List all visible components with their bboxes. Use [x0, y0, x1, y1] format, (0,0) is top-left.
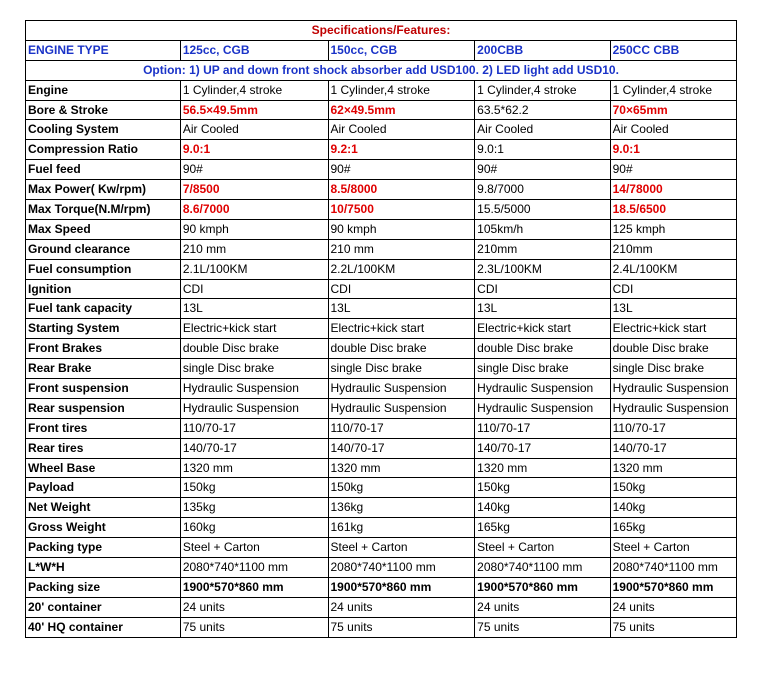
- spec-value: 8.6/7000: [180, 200, 328, 220]
- spec-label: 40' HQ container: [26, 617, 181, 637]
- spec-value: single Disc brake: [610, 359, 736, 379]
- spec-row: [26, 339, 737, 359]
- spec-value: 165kg: [475, 518, 610, 538]
- spec-value: Hydraulic Suspension: [610, 379, 736, 399]
- spec-value: Air Cooled: [328, 120, 475, 140]
- spec-value: double Disc brake: [475, 339, 610, 359]
- spec-label: Starting System: [26, 319, 181, 339]
- spec-value: 90 kmph: [180, 219, 328, 239]
- spec-value: 105km/h: [475, 219, 610, 239]
- spec-value: 13L: [610, 299, 736, 319]
- spec-label: Engine: [26, 80, 181, 100]
- spec-label: Net Weight: [26, 498, 181, 518]
- spec-value: Hydraulic Suspension: [328, 379, 475, 399]
- spec-value: 1900*570*860 mm: [610, 577, 736, 597]
- spec-row: [26, 478, 737, 498]
- spec-row: [26, 259, 737, 279]
- spec-value: 56.5×49.5mm: [180, 100, 328, 120]
- spec-row: [26, 458, 737, 478]
- spec-table: [25, 20, 737, 638]
- spec-value: CDI: [610, 279, 736, 299]
- spec-value: 75 units: [475, 617, 610, 637]
- spec-label: Ground clearance: [26, 239, 181, 259]
- spec-value: 210mm: [475, 239, 610, 259]
- spec-value: 136kg: [328, 498, 475, 518]
- spec-value: 1900*570*860 mm: [475, 577, 610, 597]
- spec-value: 13L: [475, 299, 610, 319]
- spec-label: 20' container: [26, 597, 181, 617]
- spec-row: [26, 359, 737, 379]
- spec-value: 24 units: [180, 597, 328, 617]
- spec-value: 75 units: [328, 617, 475, 637]
- spec-value: 8.5/8000: [328, 180, 475, 200]
- spec-row: [26, 398, 737, 418]
- spec-value: Steel + Carton: [180, 538, 328, 558]
- spec-value: 135kg: [180, 498, 328, 518]
- spec-row: [26, 617, 737, 637]
- spec-value: 24 units: [610, 597, 736, 617]
- spec-label: Ignition: [26, 279, 181, 299]
- spec-row: [26, 120, 737, 140]
- spec-value: double Disc brake: [328, 339, 475, 359]
- spec-value: 110/70-17: [180, 418, 328, 438]
- spec-value: 1900*570*860 mm: [180, 577, 328, 597]
- engine-type-label: ENGINE TYPE: [26, 40, 181, 60]
- model-150cc: 150cc, CGB: [328, 40, 475, 60]
- spec-label: Max Speed: [26, 219, 181, 239]
- spec-value: Electric+kick start: [180, 319, 328, 339]
- spec-value: 2080*740*1100 mm: [610, 558, 736, 578]
- spec-row: [26, 279, 737, 299]
- spec-value: Electric+kick start: [328, 319, 475, 339]
- spec-value: CDI: [328, 279, 475, 299]
- spec-value: 1 Cylinder,4 stroke: [180, 80, 328, 100]
- spec-label: Gross Weight: [26, 518, 181, 538]
- spec-value: 63.5*62.2: [475, 100, 610, 120]
- spec-row: [26, 219, 737, 239]
- spec-value: Air Cooled: [475, 120, 610, 140]
- spec-value: Hydraulic Suspension: [610, 398, 736, 418]
- spec-value: CDI: [475, 279, 610, 299]
- spec-value: 1 Cylinder,4 stroke: [328, 80, 475, 100]
- spec-label: Packing type: [26, 538, 181, 558]
- spec-value: CDI: [180, 279, 328, 299]
- spec-value: 150kg: [610, 478, 736, 498]
- spec-value: 210mm: [610, 239, 736, 259]
- spec-value: 150kg: [475, 478, 610, 498]
- spec-value: 1 Cylinder,4 stroke: [475, 80, 610, 100]
- spec-value: Steel + Carton: [328, 538, 475, 558]
- spec-row: [26, 498, 737, 518]
- spec-label: L*W*H: [26, 558, 181, 578]
- title-row: [26, 21, 737, 41]
- spec-row: [26, 319, 737, 339]
- spec-label: Front suspension: [26, 379, 181, 399]
- spec-label: Rear Brake: [26, 359, 181, 379]
- spec-value: Air Cooled: [180, 120, 328, 140]
- spec-value: 24 units: [328, 597, 475, 617]
- spec-row: [26, 577, 737, 597]
- spec-value: 210 mm: [328, 239, 475, 259]
- spec-value: 140kg: [610, 498, 736, 518]
- spec-value: 13L: [328, 299, 475, 319]
- spec-label: Packing size: [26, 577, 181, 597]
- spec-value: Hydraulic Suspension: [475, 398, 610, 418]
- spec-row: [26, 180, 737, 200]
- spec-row: [26, 418, 737, 438]
- spec-value: 2.1L/100KM: [180, 259, 328, 279]
- spec-value: 18.5/6500: [610, 200, 736, 220]
- spec-value: double Disc brake: [610, 339, 736, 359]
- table-title: Specifications/Features:: [26, 21, 737, 41]
- spec-value: 9.0:1: [475, 140, 610, 160]
- spec-row: [26, 80, 737, 100]
- spec-value: 1 Cylinder,4 stroke: [610, 80, 736, 100]
- spec-value: 161kg: [328, 518, 475, 538]
- spec-value: 24 units: [475, 597, 610, 617]
- spec-value: 1320 mm: [180, 458, 328, 478]
- spec-value: single Disc brake: [180, 359, 328, 379]
- spec-label: Rear suspension: [26, 398, 181, 418]
- model-250cc: 250CC CBB: [610, 40, 736, 60]
- spec-value: 90 kmph: [328, 219, 475, 239]
- option-note: Option: 1) UP and down front shock absorber add USD100. 2) LED light add USD10.: [26, 60, 737, 80]
- spec-label: Max Torque(N.M/rpm): [26, 200, 181, 220]
- spec-row: [26, 438, 737, 458]
- spec-value: 2.4L/100KM: [610, 259, 736, 279]
- spec-value: 1320 mm: [610, 458, 736, 478]
- spec-value: Hydraulic Suspension: [475, 379, 610, 399]
- option-row: [26, 60, 737, 80]
- spec-value: 2.3L/100KM: [475, 259, 610, 279]
- spec-value: 2.2L/100KM: [328, 259, 475, 279]
- spec-value: 15.5/5000: [475, 200, 610, 220]
- spec-row: [26, 239, 737, 259]
- spec-value: Hydraulic Suspension: [180, 379, 328, 399]
- spec-value: 160kg: [180, 518, 328, 538]
- spec-value: 90#: [475, 160, 610, 180]
- spec-value: Hydraulic Suspension: [328, 398, 475, 418]
- spec-row: [26, 200, 737, 220]
- spec-row: [26, 558, 737, 578]
- spec-value: 10/7500: [328, 200, 475, 220]
- spec-value: 110/70-17: [610, 418, 736, 438]
- spec-value: 2080*740*1100 mm: [180, 558, 328, 578]
- spec-label: Bore & Stroke: [26, 100, 181, 120]
- spec-value: 9.2:1: [328, 140, 475, 160]
- spec-label: Payload: [26, 478, 181, 498]
- spec-row: [26, 518, 737, 538]
- spec-value: 150kg: [180, 478, 328, 498]
- spec-label: Fuel consumption: [26, 259, 181, 279]
- spec-value: 75 units: [610, 617, 736, 637]
- spec-value: double Disc brake: [180, 339, 328, 359]
- spec-label: Fuel feed: [26, 160, 181, 180]
- spec-row: [26, 160, 737, 180]
- spec-value: Hydraulic Suspension: [180, 398, 328, 418]
- spec-value: 110/70-17: [475, 418, 610, 438]
- spec-value: 140kg: [475, 498, 610, 518]
- spec-value: Electric+kick start: [475, 319, 610, 339]
- spec-value: single Disc brake: [475, 359, 610, 379]
- spec-value: 2080*740*1100 mm: [475, 558, 610, 578]
- spec-label: Front Brakes: [26, 339, 181, 359]
- spec-value: Air Cooled: [610, 120, 736, 140]
- spec-row: [26, 538, 737, 558]
- spec-value: 7/8500: [180, 180, 328, 200]
- spec-value: 90#: [180, 160, 328, 180]
- engine-type-row: [26, 40, 737, 60]
- spec-value: 140/70-17: [180, 438, 328, 458]
- spec-row: [26, 299, 737, 319]
- spec-label: Front tires: [26, 418, 181, 438]
- spec-label: Cooling System: [26, 120, 181, 140]
- spec-value: 70×65mm: [610, 100, 736, 120]
- spec-value: 13L: [180, 299, 328, 319]
- spec-value: Steel + Carton: [610, 538, 736, 558]
- spec-value: 140/70-17: [610, 438, 736, 458]
- spec-value: 9.0:1: [180, 140, 328, 160]
- spec-value: 90#: [328, 160, 475, 180]
- spec-value: Steel + Carton: [475, 538, 610, 558]
- spec-value: 1900*570*860 mm: [328, 577, 475, 597]
- spec-value: Electric+kick start: [610, 319, 736, 339]
- spec-value: 62×49.5mm: [328, 100, 475, 120]
- spec-value: 165kg: [610, 518, 736, 538]
- spec-value: 140/70-17: [328, 438, 475, 458]
- spec-value: 210 mm: [180, 239, 328, 259]
- spec-label: Wheel Base: [26, 458, 181, 478]
- spec-row: [26, 100, 737, 120]
- spec-value: 125 kmph: [610, 219, 736, 239]
- spec-value: 150kg: [328, 478, 475, 498]
- model-125cc: 125cc, CGB: [180, 40, 328, 60]
- model-200cbb: 200CBB: [475, 40, 610, 60]
- spec-value: 9.0:1: [610, 140, 736, 160]
- spec-row: [26, 379, 737, 399]
- spec-label: Max Power( Kw/rpm): [26, 180, 181, 200]
- spec-value: 140/70-17: [475, 438, 610, 458]
- spec-value: 9.8/7000: [475, 180, 610, 200]
- spec-row: [26, 140, 737, 160]
- spec-value: 75 units: [180, 617, 328, 637]
- spec-value: single Disc brake: [328, 359, 475, 379]
- spec-value: 1320 mm: [475, 458, 610, 478]
- spec-value: 14/78000: [610, 180, 736, 200]
- spec-label: Fuel tank capacity: [26, 299, 181, 319]
- spec-row: [26, 597, 737, 617]
- spec-value: 110/70-17: [328, 418, 475, 438]
- spec-label: Rear tires: [26, 438, 181, 458]
- spec-value: 1320 mm: [328, 458, 475, 478]
- spec-value: 90#: [610, 160, 736, 180]
- spec-label: Compression Ratio: [26, 140, 181, 160]
- spec-value: 2080*740*1100 mm: [328, 558, 475, 578]
